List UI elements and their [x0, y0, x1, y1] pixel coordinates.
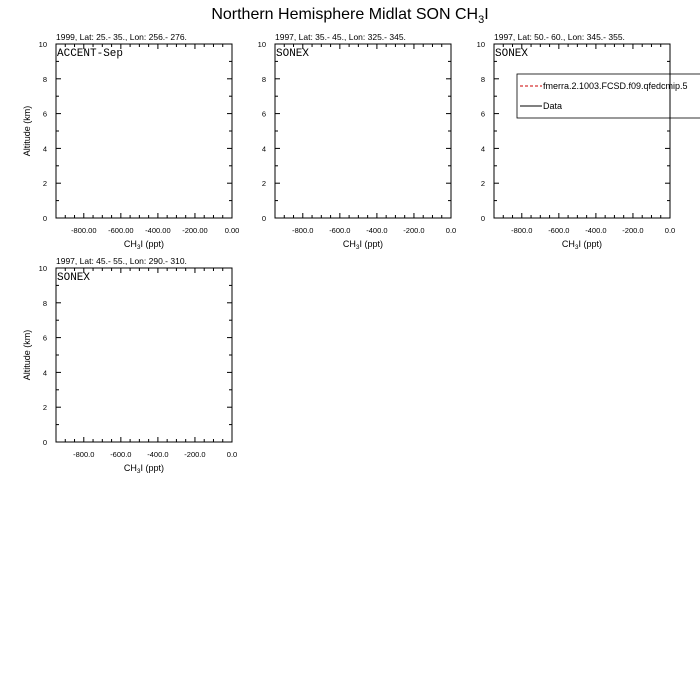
x-tick-label: -400.00 [145, 226, 171, 235]
y-axis-label: Altitude (km) [22, 329, 32, 381]
panel-header: 1997, Lat: 35.- 45., Lon: 325.- 345. [275, 32, 406, 42]
x-axis-label: $CH_3I$ (ppt) [561, 239, 603, 251]
y-tick-label: 4 [480, 144, 485, 154]
x-tick-label: -400.0 [585, 226, 607, 235]
x-tick-label: -600.0 [548, 226, 570, 235]
chart-panel-2 [258, 32, 457, 251]
x-tick-label: -800.0 [292, 226, 314, 235]
panel-header: 1999, Lat: 25.- 35., Lon: 256.- 276. [56, 32, 187, 42]
chart-panel-1 [22, 32, 239, 251]
legend-entry: Data [543, 101, 563, 111]
x-tick-label: -400.0 [147, 450, 169, 459]
x-tick-label: -600.0 [329, 226, 351, 235]
y-tick-label: 4 [261, 144, 266, 154]
campaign-label: ACCENT-Sep [57, 48, 124, 60]
x-tick-label: -800.0 [511, 226, 533, 235]
legend-entry: fmerra.2.1003.FCSD.f09.qfedcmip.5 [543, 81, 688, 91]
y-tick-label: 8 [480, 74, 485, 84]
y-tick-label: 10 [476, 40, 485, 49]
y-tick-label: 6 [261, 109, 266, 119]
panels [22, 32, 700, 475]
x-axis-label: $CH_3I$ (ppt) [123, 463, 165, 475]
y-tick-label: 2 [480, 179, 485, 189]
y-tick-label: 6 [480, 109, 485, 119]
y-axis-label: Altitude (km) [22, 105, 32, 157]
plot-frame [494, 44, 670, 218]
y-tick-label: 10 [38, 264, 47, 273]
y-tick-label: 4 [42, 144, 47, 154]
x-tick-label: 0.0 [445, 226, 457, 235]
y-tick-label: 2 [42, 403, 47, 413]
campaign-label: SONEX [276, 48, 310, 60]
x-axis-label: $CH_3I$ (ppt) [342, 239, 384, 251]
x-tick-label: 0.0 [664, 226, 676, 235]
x-tick-label: -200.0 [403, 226, 425, 235]
y-tick-label: 0 [261, 214, 266, 223]
chart-panel-4 [22, 256, 237, 475]
x-tick-label: -400.0 [366, 226, 388, 235]
panel-header: 1997, Lat: 50.- 60., Lon: 345.- 355. [494, 32, 625, 42]
x-tick-label: -200.00 [182, 226, 208, 235]
figure-title: Northern Hemisphere Midlat SON $CH_3I$ [211, 6, 489, 26]
y-tick-label: 10 [257, 40, 266, 49]
y-tick-label: 8 [42, 298, 47, 308]
y-tick-label: 8 [261, 74, 266, 84]
x-tick-label: -600.00 [108, 226, 134, 235]
x-tick-label: -800.00 [71, 226, 97, 235]
campaign-label: SONEX [57, 272, 91, 284]
x-tick-label: -600.0 [110, 450, 132, 459]
panel-header: 1997, Lat: 45.- 55., Lon: 290.- 310. [56, 256, 187, 266]
x-tick-label: 0.00 [224, 226, 240, 235]
x-tick-label: -200.0 [622, 226, 644, 235]
x-tick-label: -200.0 [184, 450, 206, 459]
y-tick-label: 10 [38, 40, 47, 49]
campaign-label: SONEX [495, 48, 529, 60]
x-tick-label: -800.0 [73, 450, 95, 459]
y-tick-label: 2 [261, 179, 266, 189]
y-tick-label: 6 [42, 109, 47, 119]
y-tick-label: 0 [42, 214, 47, 223]
y-tick-label: 4 [42, 368, 47, 378]
x-tick-label: 0.0 [226, 450, 238, 459]
y-tick-label: 8 [42, 74, 47, 84]
plot-frame [56, 44, 232, 218]
y-tick-label: 0 [480, 214, 485, 223]
y-tick-label: 6 [42, 333, 47, 343]
legend [517, 74, 700, 118]
plot-frame [56, 268, 232, 442]
y-tick-label: 2 [42, 179, 47, 189]
plot-frame [275, 44, 451, 218]
y-tick-label: 0 [42, 438, 47, 447]
x-axis-label: $CH_3I$ (ppt) [123, 239, 165, 251]
chart-panel-3 [477, 32, 700, 251]
